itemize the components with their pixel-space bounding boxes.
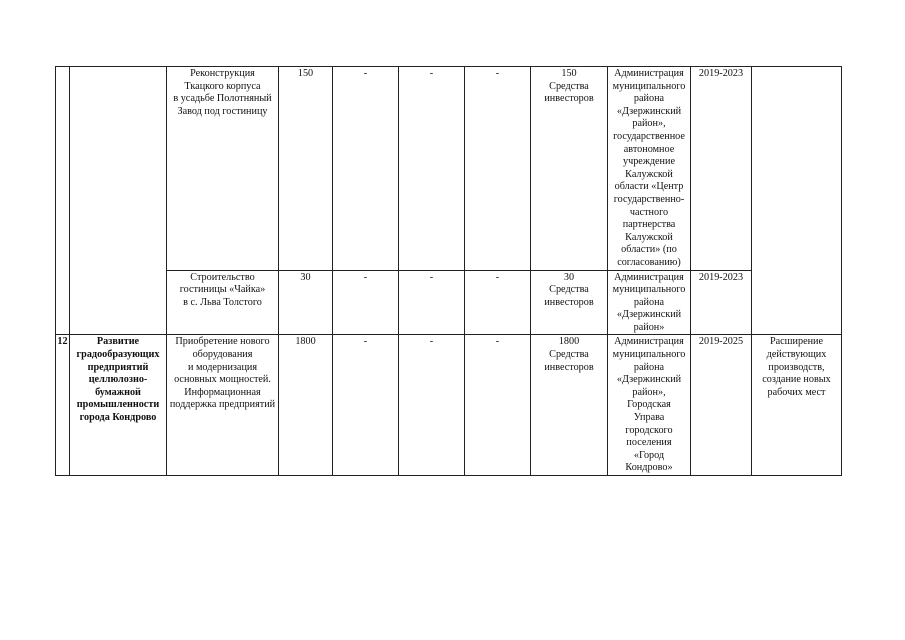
text-line: 1800 xyxy=(558,336,580,348)
activity-title-cell xyxy=(70,335,167,476)
budget-cell-1: - xyxy=(333,67,399,271)
text-line: области» (по xyxy=(621,244,677,256)
text-line: Ткацкого корпуса xyxy=(184,80,261,92)
text-line: Средства xyxy=(549,80,589,92)
table-body xyxy=(56,67,842,476)
text-line: района xyxy=(633,361,665,373)
text-line: Управа xyxy=(633,412,665,424)
measure-cell xyxy=(167,67,279,271)
text-line: предприятий xyxy=(87,361,149,373)
budget-cell-3: - xyxy=(465,335,531,476)
text-line: муниципального xyxy=(612,80,686,92)
text-line: учреждение xyxy=(622,156,675,168)
text-line: Городская xyxy=(627,399,671,411)
funding-source-cell xyxy=(531,67,608,271)
text-line: «Дзержинский xyxy=(616,105,682,117)
executor-cell xyxy=(608,67,691,271)
period-cell: 2019-2025 xyxy=(691,335,752,476)
text-line: государственное xyxy=(613,130,685,142)
text-line: района xyxy=(633,296,665,308)
text-line: Развитие xyxy=(96,336,140,348)
text-line: «Дзержинский xyxy=(616,374,682,386)
text-line: Реконструкция xyxy=(190,68,255,79)
period-cell: 2019-2023 xyxy=(691,270,752,335)
text-line: бумажной xyxy=(95,386,141,398)
text-line: согласованию) xyxy=(617,256,681,268)
text-line: производств, xyxy=(768,361,825,373)
total-amount-cell: 150 xyxy=(279,67,333,271)
table-row xyxy=(56,335,842,476)
text-line: Кондрово» xyxy=(625,462,673,474)
budget-cell-3: - xyxy=(465,67,531,271)
budget-cell-2: - xyxy=(399,270,465,335)
text-line: Калужской xyxy=(625,231,673,243)
text-line: «Дзержинский xyxy=(616,309,682,321)
text-line: действующих xyxy=(766,349,827,361)
text-line: муниципального xyxy=(612,284,686,296)
measure-cell xyxy=(167,270,279,335)
text-line: район» xyxy=(633,321,665,333)
text-line: поддержка предприятий xyxy=(169,399,276,411)
text-line: оборудования xyxy=(192,349,253,361)
text-line: города Кондрово xyxy=(79,412,157,424)
total-amount-cell: 30 xyxy=(279,270,333,335)
text-line: и модернизация xyxy=(187,361,258,373)
measures-table xyxy=(55,66,842,476)
text-line: Средства xyxy=(549,349,589,361)
text-line: инвесторов xyxy=(544,93,594,105)
table-row xyxy=(56,67,842,271)
text-line: район», xyxy=(632,118,666,130)
text-line: Строительство xyxy=(190,271,255,283)
budget-cell-2: - xyxy=(399,335,465,476)
text-line: рабочих мест xyxy=(767,386,826,398)
text-line: Калужской xyxy=(625,168,673,180)
text-line: промышленности xyxy=(76,399,160,411)
row-number-cell: 12 xyxy=(56,335,70,476)
text-line: городского xyxy=(625,424,673,436)
text-line: частного xyxy=(629,206,669,218)
executor-cell xyxy=(608,270,691,335)
budget-cell-1: - xyxy=(333,270,399,335)
text-line: 30 xyxy=(563,271,575,283)
text-line: основных мощностей. xyxy=(174,374,271,386)
text-line: Приобретение нового xyxy=(175,336,270,348)
table-row xyxy=(56,270,842,335)
budget-cell-1: - xyxy=(333,335,399,476)
text-line: области «Центр xyxy=(614,181,684,193)
activity-title-cell xyxy=(70,67,167,335)
text-line: Завод под гостиницу xyxy=(177,105,268,117)
executor-cell xyxy=(608,335,691,476)
text-line: создание новых xyxy=(762,374,831,386)
text-line: гостиницы «Чайка» xyxy=(179,284,266,296)
text-line: целлюлозно- xyxy=(88,374,148,386)
funding-source-cell xyxy=(531,270,608,335)
text-line: район», xyxy=(632,386,666,398)
text-line: «Город xyxy=(633,449,665,461)
row-number-cell xyxy=(56,67,70,335)
text-line: государственно- xyxy=(613,193,685,205)
result-cell xyxy=(752,335,842,476)
text-line: поселения xyxy=(626,437,672,449)
text-line: 150 xyxy=(561,68,577,79)
measure-cell xyxy=(167,335,279,476)
text-line: Средства xyxy=(549,284,589,296)
text-line: Администрация xyxy=(614,336,684,348)
text-line: Администрация xyxy=(614,271,684,283)
text-line: Информационная xyxy=(184,386,261,398)
text-line: инвесторов xyxy=(544,361,594,373)
text-line: в усадьбе Полотняный xyxy=(173,93,272,105)
funding-source-cell xyxy=(531,335,608,476)
text-line: Расширение xyxy=(769,336,824,348)
period-cell: 2019-2023 xyxy=(691,67,752,271)
budget-cell-3: - xyxy=(465,270,531,335)
total-amount-cell: 1800 xyxy=(279,335,333,476)
text-line: муниципального xyxy=(612,349,686,361)
text-line: инвесторов xyxy=(544,296,594,308)
text-line: района xyxy=(633,93,665,105)
text-line: автономное xyxy=(623,143,675,155)
text-line: Администрация xyxy=(614,68,684,79)
result-cell xyxy=(752,67,842,335)
text-line: градообразующих xyxy=(76,349,160,361)
text-line: партнерства xyxy=(622,219,676,231)
budget-cell-2: - xyxy=(399,67,465,271)
text-line: в с. Льва Толстого xyxy=(183,296,262,308)
